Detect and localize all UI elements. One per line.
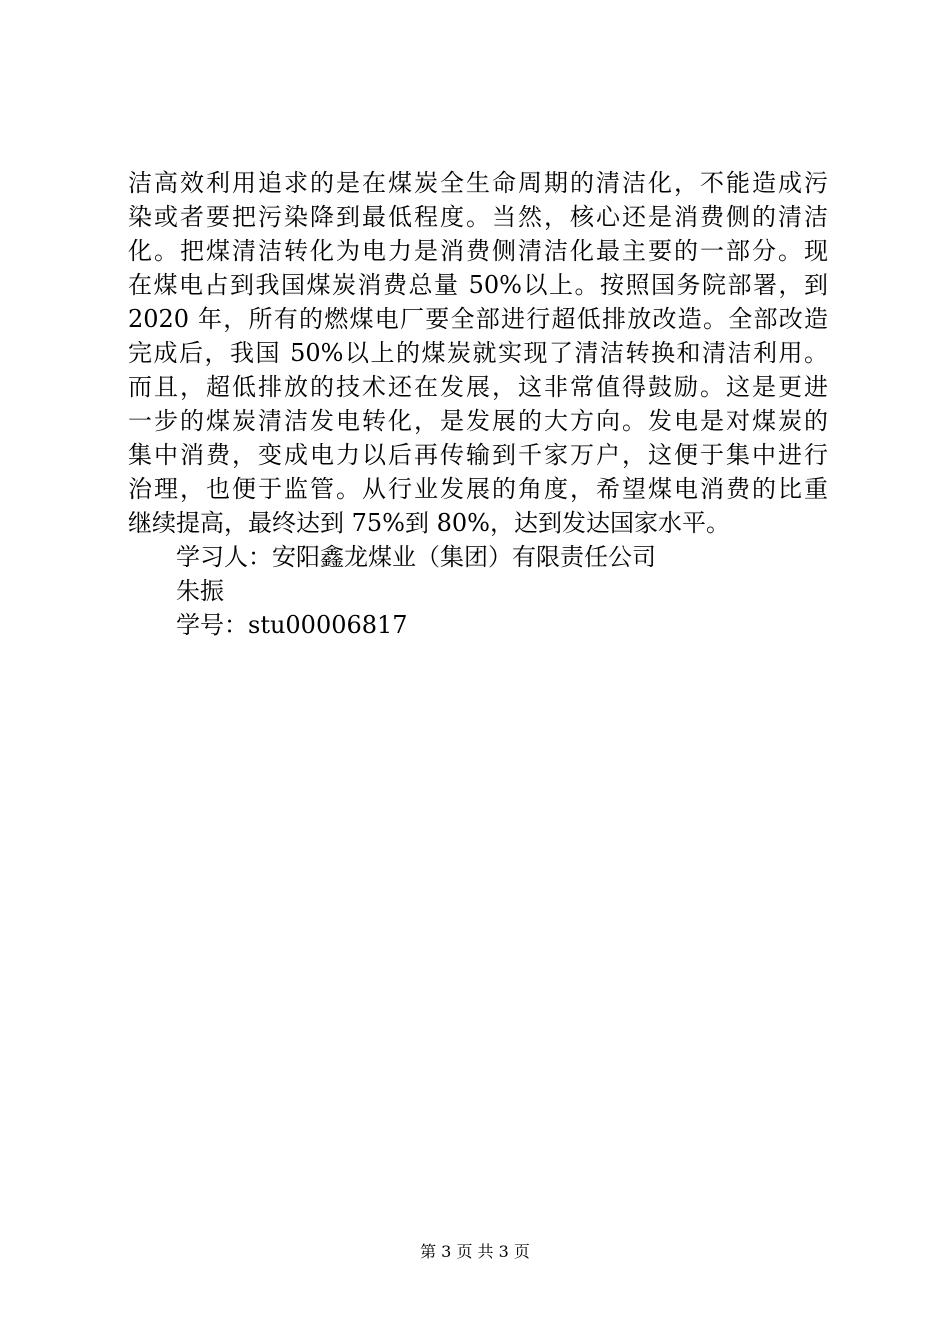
paragraph-line: 治理，也便于监管。从行业发展的角度，希望煤电消费的比重 — [128, 475, 828, 503]
learner-name: 朱振 — [176, 577, 224, 605]
paragraph-line: 2020 年，所有的燃煤电厂要全部进行超低排放改造。全部改造 — [128, 305, 828, 333]
paragraph-line: 而且，超低排放的技术还在发展，这非常值得鼓励。这是更进 — [128, 373, 828, 401]
page-indicator: 第 3 页 共 3 页 — [420, 1242, 530, 1261]
document-body — [128, 166, 828, 642]
learner-affiliation: 学习人：安阳鑫龙煤业（集团）有限责任公司 — [176, 543, 656, 571]
paragraph-line: 继续提高，最终达到 75%到 80%，达到发达国家水平。 — [128, 509, 730, 537]
paragraph-line: 在煤电占到我国煤炭消费总量 50%以上。按照国务院部署，到 — [128, 271, 828, 299]
paragraph-line: 洁高效利用追求的是在煤炭全生命周期的清洁化，不能造成污 — [128, 169, 828, 197]
page-footer — [0, 1241, 950, 1263]
paragraph-line: 一步的煤炭清洁发电转化，是发展的大方向。发电是对煤炭的 — [128, 407, 828, 435]
paragraph-line: 集中消费，变成电力以后再传输到千家万户，这便于集中进行 — [128, 441, 828, 469]
paragraph-line: 完成后，我国 50%以上的煤炭就实现了清洁转换和清洁利用。 — [128, 339, 828, 367]
paragraph-line: 染或者要把污染降到最低程度。当然，核心还是消费侧的清洁 — [128, 203, 828, 231]
paragraph-line: 化。把煤清洁转化为电力是消费侧清洁化最主要的一部分。现 — [128, 237, 828, 265]
student-id: 学号：stu00006817 — [176, 611, 408, 639]
